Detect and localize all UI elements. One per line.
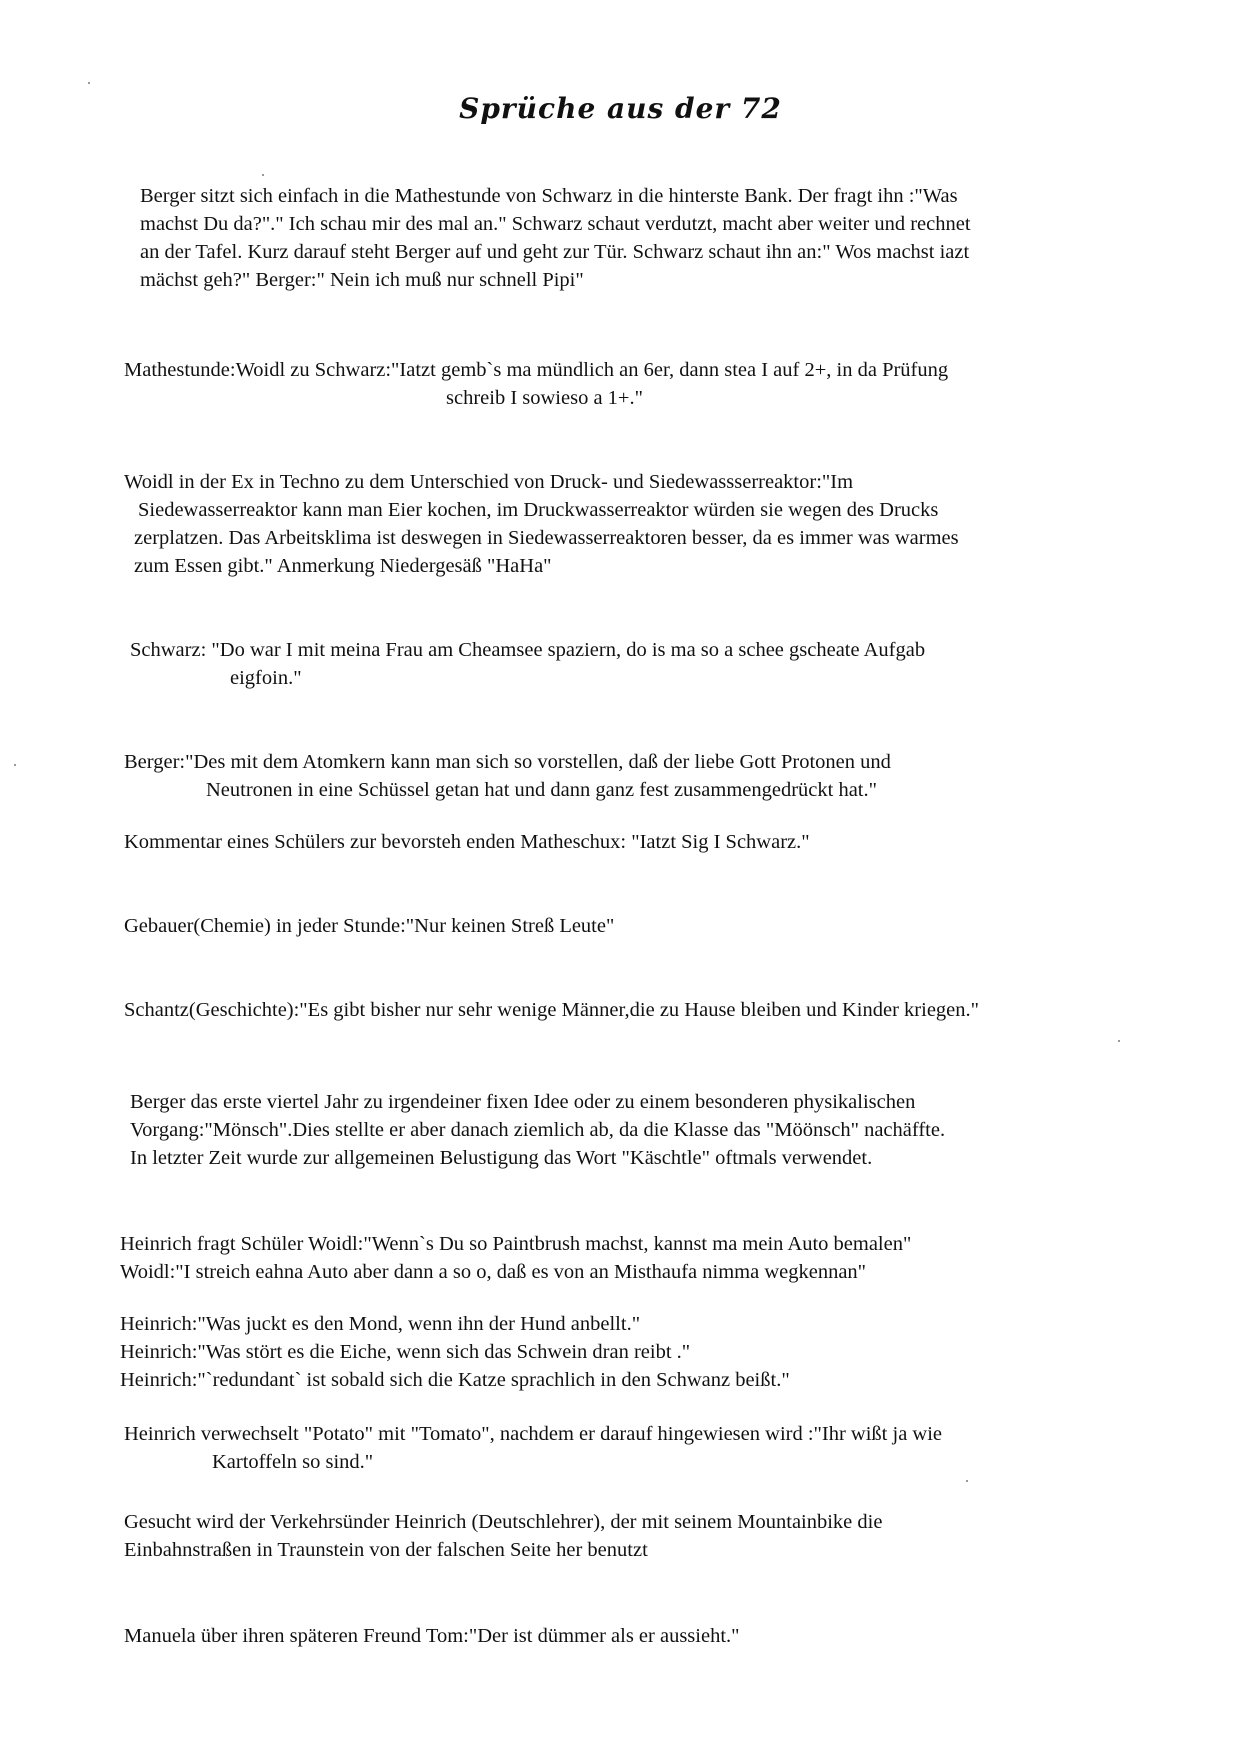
quote-line: machst Du da?"." Ich schau mir des mal an." Schwarz schaut verdutzt, macht aber weiter und rechnet <box>140 213 971 235</box>
quote-line: Woidl in der Ex in Techno zu dem Unterschied von Druck- und Siedewassserreaktor:"Im <box>124 471 854 493</box>
scan-speck <box>1118 1040 1120 1042</box>
quote-line: Schantz(Geschichte):"Es gibt bisher nur sehr wenige Männer,die zu Hause bleiben und Kinder kriegen." <box>124 999 980 1021</box>
quote-line: Berger das erste viertel Jahr zu irgendeiner fixen Idee oder zu einem besonderen physikalischen <box>130 1091 916 1113</box>
quote-line: Einbahnstraßen in Traunstein von der falschen Seite her benutzt <box>124 1539 648 1561</box>
quote-line: Heinrich verwechselt "Potato" mit "Tomato", nachdem er darauf hingewiesen wird :"Ihr wißt ja wie <box>124 1423 943 1445</box>
quote-line: Kartoffeln so sind." <box>212 1451 374 1473</box>
quote-line: zum Essen gibt." Anmerkung Niedergesäß "HaHa" <box>134 555 552 577</box>
quote-line: Woidl:"I streich eahna Auto aber dann a so o, daß es von an Misthaufa nimma wegkennan" <box>120 1261 867 1283</box>
scan-speck <box>966 1480 968 1482</box>
quote-line: eigfoin." <box>230 667 302 689</box>
quote-line: Neutronen in eine Schüssel getan hat und dann ganz fest zusammengedrückt hat." <box>206 779 877 801</box>
page-title: Sprüche aus der 72 <box>459 92 782 125</box>
quote-line: zerplatzen. Das Arbeitsklima ist deswegen in Siedewasserreaktoren besser, da es immer was warmes <box>134 527 959 549</box>
quote-line: Schwarz: "Do war I mit meina Frau am Cheamsee spaziern, do is ma so a schee gscheate Aufgab <box>130 639 926 661</box>
quote-line: Heinrich fragt Schüler Woidl:"Wenn`s Du so Paintbrush machst, kannst ma mein Auto bemalen" <box>120 1233 912 1255</box>
quote-line: Berger:"Des mit dem Atomkern kann man sich so vorstellen, daß der liebe Gott Protonen und <box>124 751 891 773</box>
quote-line: Manuela über ihren späteren Freund Tom:"Der ist dümmer als er aussieht." <box>124 1625 740 1647</box>
quote-line: Gesucht wird der Verkehrsünder Heinrich (Deutschlehrer), der mit seinem Mountainbike die <box>124 1511 883 1533</box>
scan-speck <box>14 764 16 766</box>
quote-line: an der Tafel. Kurz darauf steht Berger auf und geht zur Tür. Schwarz schaut ihn an:" Wos machst iazt <box>140 241 970 263</box>
quote-line: Berger sitzt sich einfach in die Mathestunde von Schwarz in die hinterste Bank. Der fragt ihn :"Was <box>140 185 958 207</box>
quote-line: Mathestunde:Woidl zu Schwarz:"Iatzt gemb`s ma mündlich an 6er, dann stea I auf 2+, in da Prüfung <box>124 359 949 381</box>
scan-speck <box>262 174 264 176</box>
quote-line: Siedewasserreaktor kann man Eier kochen, im Druckwasserreaktor würden sie wegen des Drucks <box>138 499 939 521</box>
quote-line: Heinrich:"`redundant` ist sobald sich die Katze sprachlich in den Schwanz beißt." <box>120 1369 790 1391</box>
quote-line: Heinrich:"Was juckt es den Mond, wenn ihn der Hund anbellt." <box>120 1313 641 1335</box>
quote-line: Gebauer(Chemie) in jeder Stunde:"Nur keinen Streß Leute" <box>124 915 615 937</box>
quote-line: In letzter Zeit wurde zur allgemeinen Belustigung das Wort "Käschtle" oftmals verwendet. <box>130 1147 873 1169</box>
quote-line: schreib I sowieso a 1+." <box>446 387 643 409</box>
quote-line: Kommentar eines Schülers zur bevorsteh enden Matheschux: "Iatzt Sig I Schwarz." <box>124 831 810 853</box>
scan-speck <box>88 82 90 84</box>
quote-line: Heinrich:"Was stört es die Eiche, wenn sich das Schwein dran reibt ." <box>120 1341 691 1363</box>
quote-line: Vorgang:"Mönsch".Dies stellte er aber danach ziemlich ab, da die Klasse das "Möönsch" nachäffte. <box>130 1119 946 1141</box>
quote-line: mächst geh?" Berger:" Nein ich muß nur schnell Pipi" <box>140 269 584 291</box>
